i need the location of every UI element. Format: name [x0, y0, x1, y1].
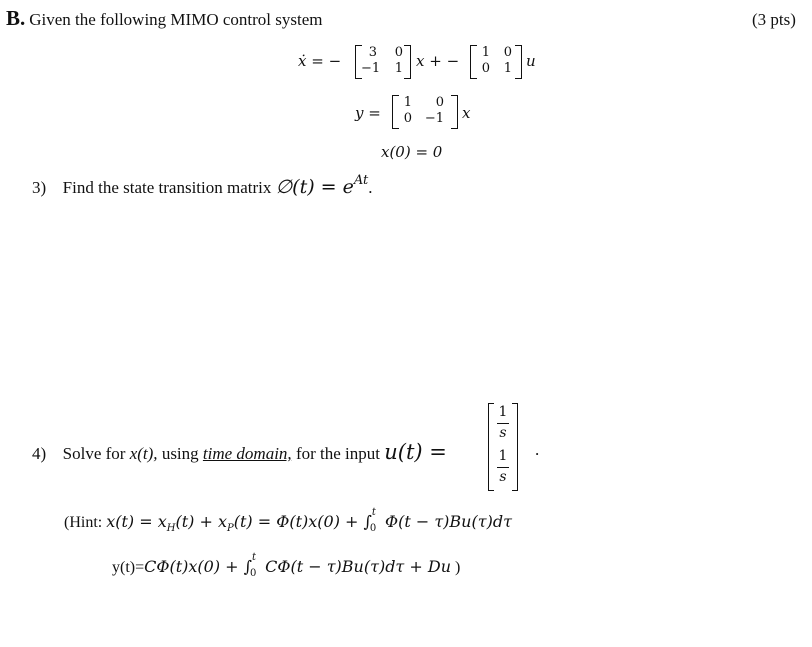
matrix-b-cell: 1	[503, 61, 512, 76]
hint-sub-p: P	[227, 523, 234, 534]
matrix-c-cell: 0	[403, 111, 412, 126]
hint-math-3: (t) = Φ(t)x(0) + ∫	[233, 512, 372, 531]
matrix-a-cell: 3	[368, 45, 377, 60]
hint-math-4: Φ(t − τ)Bu(τ)dτ	[379, 512, 512, 531]
input-vector-frac-line	[497, 467, 509, 468]
question-4-end: .	[535, 440, 540, 459]
input-vector-frac-line	[497, 423, 509, 424]
question-3-math: ∅(t) = e	[275, 176, 354, 198]
matrix-a-cell: 1	[394, 61, 403, 76]
state-eq-end: u	[526, 52, 536, 70]
hint-math: x(t) = x	[106, 512, 167, 531]
problem-heading	[6, 6, 322, 31]
section-letter: B.	[6, 6, 26, 30]
hint-line-2-math: CΦ(t)x(0) + ∫	[144, 557, 252, 576]
hint-line-2-prefix: y(t)=	[112, 559, 145, 576]
matrix-b-cell: 1	[481, 45, 490, 60]
integral-lower-limit: 0	[369, 523, 377, 534]
question-3-exponent: At	[353, 173, 369, 188]
initial-condition: x(0) = 0	[381, 143, 443, 161]
question-3	[32, 173, 373, 198]
matrix-c-cell: 0	[435, 95, 444, 110]
question-4	[32, 440, 447, 464]
hint-line-1	[64, 507, 512, 534]
question-4-text-after: for the input	[295, 444, 380, 463]
output-eq-end: x	[462, 104, 471, 122]
matrix-c-cell: 1	[403, 95, 412, 110]
output-eq-lhs: y =	[355, 104, 381, 122]
time-domain-label: time domain,	[202, 444, 292, 463]
matrix-b	[470, 45, 522, 79]
integral-lower-limit: 0	[250, 568, 257, 579]
hint-sub-h: H	[166, 523, 176, 534]
input-vector-den: s	[499, 469, 507, 485]
matrix-a	[355, 45, 411, 79]
hint-prefix: (Hint:	[64, 514, 103, 531]
input-vector	[488, 403, 518, 491]
question-4-x-of-t: x(t),	[129, 444, 158, 463]
question-4-u-of-t: u(t) =	[384, 440, 447, 464]
hint-line-2	[112, 552, 461, 579]
matrix-a-cell: 0	[394, 45, 403, 60]
points-label: (3 pts)	[752, 10, 796, 29]
input-vector-num: 1	[498, 404, 508, 420]
integral-upper-limit: t	[252, 552, 257, 563]
question-3-text: Find the state transition matrix	[62, 178, 272, 197]
question-3-number: 3)	[32, 178, 47, 197]
state-eq-mid: x + −	[416, 52, 460, 70]
hint-line-2-math-2: CΦ(t − τ)Bu(τ)dτ + Du	[260, 557, 451, 576]
input-vector-num: 1	[498, 448, 508, 464]
matrix-c-cell: −1	[424, 111, 444, 126]
hint-math-2: (t) + x	[175, 512, 228, 531]
matrix-b-cell: 0	[481, 61, 490, 76]
question-4-text-using: using	[161, 444, 199, 463]
state-eq-lhs: ẋ = −	[298, 52, 342, 70]
matrix-c	[392, 95, 458, 129]
question-3-end: .	[368, 178, 373, 197]
question-4-text-before: Solve for	[62, 444, 126, 463]
matrix-a-cell: −1	[361, 61, 381, 76]
question-4-number: 4)	[32, 444, 47, 463]
integral-upper-limit: t	[371, 507, 376, 518]
input-vector-den: s	[499, 425, 507, 441]
matrix-b-cell: 0	[503, 45, 512, 60]
intro-text: Given the following MIMO control system	[29, 10, 323, 29]
hint-line-2-end: )	[455, 559, 461, 576]
